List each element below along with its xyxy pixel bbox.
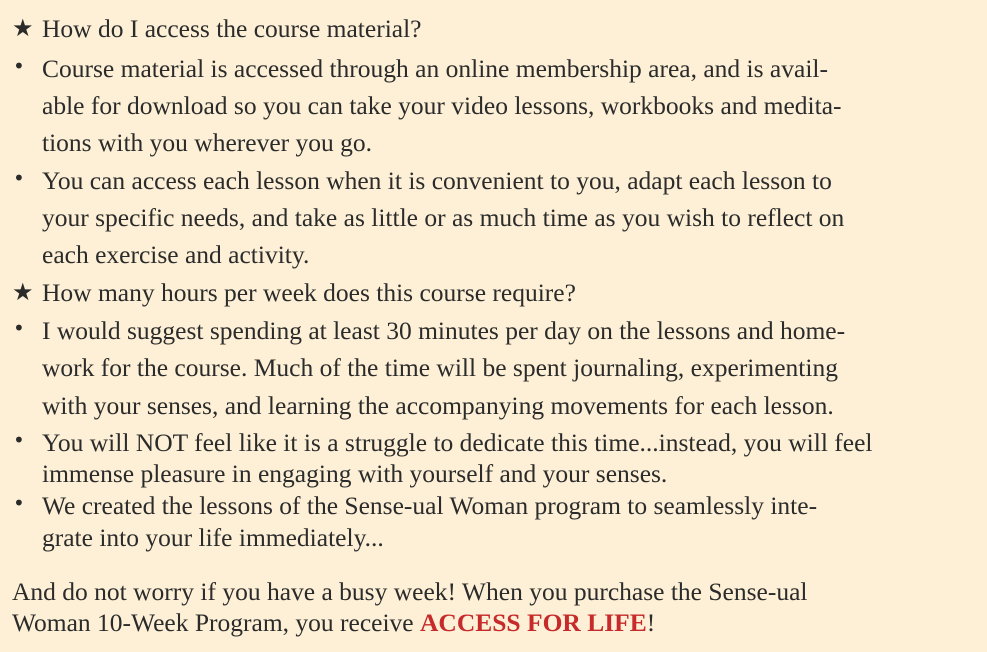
answer-line: each exercise and activity.: [42, 240, 310, 269]
bullet-icon: •: [13, 316, 25, 340]
answer-line: able for download so you can take your video lessons, workbooks and medita-: [42, 91, 842, 120]
answer-line: Course material is accessed through an online membership area, and is avail-: [42, 54, 828, 83]
closing-text: And do not worry if you have a busy week! When you purchase the Sense-ual: [12, 577, 808, 606]
closing-text-suffix: !: [646, 608, 656, 637]
answer-line: We created the lessons of the Sense-ual Woman program to seamlessly inte-: [42, 491, 818, 520]
answer-line: work for the course. Much of the time will be spent journaling, experimenting: [42, 353, 838, 382]
bullet-icon: •: [13, 166, 25, 190]
answer-line: your specific needs, and take as little or as much time as you wish to reflect on: [42, 203, 845, 232]
question-text: How many hours per week does this course require?: [42, 278, 576, 307]
answer-line: grate into your life immediately...: [42, 523, 384, 552]
question-text: How do I access the course material?: [42, 14, 422, 43]
answer-line: You will NOT feel like it is a struggle to dedicate this time...instead, you will feel: [42, 428, 873, 457]
answer-line: You can access each lesson when it is convenient to you, adapt each lesson to: [42, 166, 832, 195]
access-for-life-highlight: ACCESS FOR LIFE: [420, 608, 647, 637]
closing-text-line-2: [12, 610, 655, 636]
answer-line: immense pleasure in engaging with yourself and your senses.: [42, 459, 668, 488]
answer-line: with your senses, and learning the accompanying movements for each lesson.: [42, 391, 834, 420]
closing-text-prefix: Woman 10-Week Program, you receive: [12, 608, 420, 637]
answer-line: tions with you wherever you go.: [42, 128, 373, 157]
bullet-icon: •: [13, 491, 25, 515]
bullet-icon: •: [13, 428, 25, 452]
bullet-icon: •: [13, 54, 25, 78]
star-icon: ★: [12, 278, 34, 306]
answer-line: I would suggest spending at least 30 minutes per day on the lessons and home-: [42, 316, 846, 345]
star-icon: ★: [12, 14, 34, 42]
